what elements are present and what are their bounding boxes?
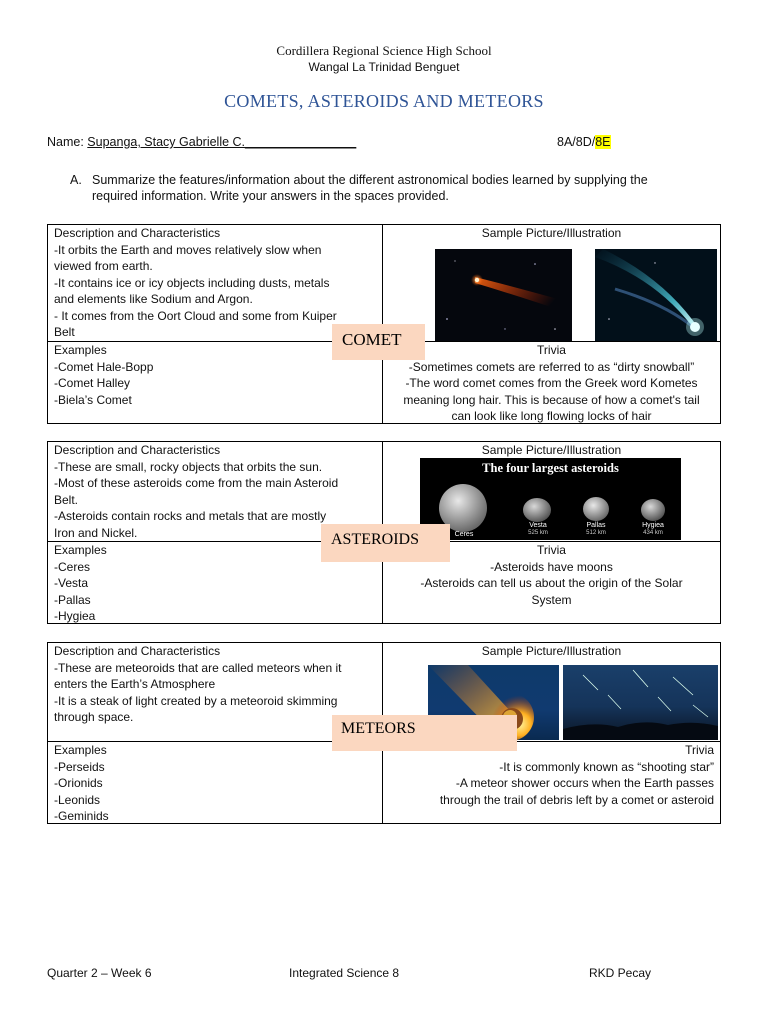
footer-subject: Integrated Science 8 [289,966,400,980]
asteroids-desc-line: Iron and Nickel. [54,525,138,540]
comet-desc-line: - It comes from the Oort Cloud and some from Kuiper [54,308,337,323]
footer-quarter: Quarter 2 – Week 6 [47,966,152,980]
meteors-trivia-line: -A meteor shower occurs when the Earth passes [455,776,714,790]
asteroids-desc-line: -Most of these asteroids come from the main Asteroid [54,476,339,490]
instruction-line-1: Summarize the features/information about the different astronomical bodies learned by supplying the [92,173,648,187]
asteroids-desc-line: -Asteroids contain rocks and metals that are mostly [54,509,327,523]
section-prefix: 8A/8D/ [557,135,596,149]
meteors-example: -Geminids [54,809,109,823]
comet-example: -Comet Halley [54,376,131,390]
page-title: COMETS, ASTEROIDS AND METEORS [224,91,544,111]
student-name-line [47,134,356,151]
meteors-trivia-header: Trivia [685,743,714,757]
section-highlight: 8E [595,135,611,149]
instruction-letter: A. [70,173,82,187]
comet-picture-cell [383,225,720,242]
school-name: Cordillera Regional Science High School [276,43,492,58]
section-line [557,134,611,151]
meteors-description-cell [48,643,382,726]
comet-example: -Biela’s Comet [54,392,132,407]
meteors-photo-2 [563,665,718,740]
instruction-line-2: required information. Write your answers in the spaces provided. [92,189,449,203]
meteors-desc-line: -These are meteoroids that are called meteors when it [54,660,342,675]
asteroids-example: -Vesta [54,576,89,590]
asteroids-picture-cell [383,442,720,459]
asteroids-trivia-line: System [531,592,572,607]
meteors-picture-cell [383,643,720,660]
comet-photo-1 [435,249,572,341]
meteors-tag: METEORS [332,715,517,751]
comet-desc-line: -It orbits the Earth and moves relatively slow when [54,242,322,257]
asteroids-example: -Ceres [54,559,91,574]
asteroids-pic-header: Sample Picture/Illustration [481,443,622,457]
meteors-trivia-cell [383,742,720,808]
school-location: Wangal La Trinidad Benguet [308,60,460,74]
asteroid-size-hygiea: 434 km [643,530,663,536]
meteors-examples-header: Examples [54,743,107,757]
asteroid-label-ceres: Ceres [454,531,474,538]
comet-trivia-header: Trivia [537,343,566,357]
asteroid-size-vesta: 525 km [528,530,548,536]
asteroids-example: -Pallas [54,592,91,607]
asteroid-label-vesta: Vesta [529,522,547,529]
asteroid-label-hygiea: Hygiea [642,522,664,529]
meteors-trivia-line: -It is commonly known as “shooting star” [499,759,714,774]
comet-tag: COMET [332,324,425,360]
meteors-desc-line: through space. [54,710,134,724]
comet-desc-line: Belt [54,325,75,339]
asteroid-size-pallas: 512 km [586,530,606,536]
asteroids-trivia-line: -Asteroids can tell us about the origin of the Solar [420,576,683,590]
comet-pic-header: Sample Picture/Illustration [481,226,622,240]
comet-trivia-line: -Sometimes comets are referred to as “dirty snowball” [408,359,695,374]
comet-trivia-cell [383,342,720,425]
comet-desc-line: viewed from earth. [54,259,153,273]
meteors-example: -Leonids [54,792,101,807]
comet-example: -Comet Hale-Bopp [54,359,154,374]
instructions [70,172,720,204]
comet-desc-line: -It contains ice or icy objects including dusts, metals [54,275,330,290]
name-value: Supanga, Stacy Gabrielle C.________________ [87,135,357,149]
asteroid-label-pallas: Pallas [586,522,606,529]
meteors-examples-cell [48,742,382,825]
meteors-desc-header: Description and Characteristics [54,644,221,658]
meteors-desc-line: enters the Earth’s Atmosphere [54,677,216,691]
meteors-pic-header: Sample Picture/Illustration [481,644,622,658]
name-label: Name: [47,135,88,149]
comet-trivia-line: can look like long flowing locks of hair [451,409,652,423]
meteors-example: -Orionids [54,776,103,790]
asteroids-desc-line: Belt. [54,492,79,507]
asteroids-photo-title: The four largest asteroids [482,461,619,475]
comet-trivia-line: -The word comet comes from the Greek word Kometes [405,376,698,390]
asteroids-example: -Hygiea [54,609,96,623]
asteroids-trivia-line: -Asteroids have moons [490,559,613,574]
asteroids-desc-line: -These are small, rocky objects that orbits the sun. [54,459,323,474]
footer-author: RKD Pecay [589,966,652,980]
comet-desc-header: Description and Characteristics [54,226,221,240]
comet-examples-header: Examples [54,343,107,357]
asteroids-tag: ASTEROIDS [321,524,450,562]
comet-desc-line: and elements like Sodium and Argon. [54,292,253,306]
meteors-desc-line: -It is a steak of light created by a meteoroid skimming [54,693,338,708]
asteroids-photo [420,458,681,540]
comet-trivia-line: meaning long hair. This is because of how a comet's tail [403,392,700,407]
asteroids-desc-header: Description and Characteristics [54,443,221,457]
comet-photo-2 [595,249,717,341]
meteors-example: -Perseids [54,759,105,774]
asteroids-examples-header: Examples [54,543,107,557]
meteors-trivia-line: through the trail of debris left by a comet or asteroid [439,792,714,807]
asteroids-trivia-header: Trivia [537,543,566,557]
